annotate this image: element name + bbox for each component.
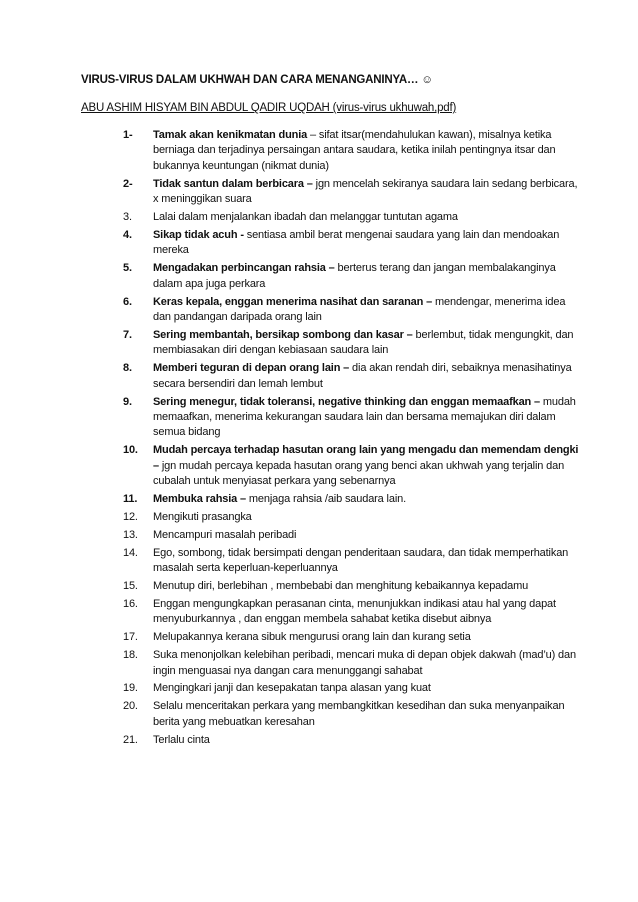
list-item-number: 19. bbox=[123, 682, 138, 695]
list-item-number: 16. bbox=[123, 597, 138, 610]
list-item-number: 8. bbox=[123, 362, 132, 375]
list-item-text bbox=[153, 699, 583, 730]
list-item-lead: Mengadakan perbincangan rahsia – bbox=[153, 262, 335, 275]
list-item-number: 5. bbox=[123, 262, 132, 275]
list-item-text bbox=[153, 630, 583, 645]
list-item-description: jgn mudah percaya kepada hasutan orang yang benci akan ukhwah yang terjalin dan cubalah untuk menyiasat perkara yang sebenarnya bbox=[153, 459, 565, 488]
list-item-text bbox=[153, 328, 583, 359]
document-subtitle: ABU ASHIM HISYAM BIN ABDUL QADIR UQDAH (virus-virus ukhuwah,pdf) bbox=[81, 102, 457, 114]
list-item-text bbox=[153, 648, 583, 679]
list-item-description: Terlalu cinta bbox=[153, 733, 210, 746]
list-item bbox=[123, 228, 583, 259]
list-item-text bbox=[153, 443, 583, 489]
list-item-lead: Tidak santun dalam berbicara – bbox=[153, 177, 313, 190]
list-item-description: Mengikuti prasangka bbox=[153, 510, 252, 523]
list-item-text bbox=[153, 361, 583, 392]
list-item-description: – sifat itsar(mendahulukan kawan), misalnya ketika berniaga dan terjadinya persaingan antara saudara, ketika inilah pentingnya itsar dan bukannya keuntungan (nikmat dunia) bbox=[153, 129, 556, 172]
list-item bbox=[123, 546, 583, 577]
list-item-number: 17. bbox=[123, 631, 138, 644]
list-item bbox=[123, 177, 583, 208]
list-item-number: 20. bbox=[123, 700, 138, 713]
list-item bbox=[123, 261, 583, 292]
list-item-number: 15. bbox=[123, 579, 138, 592]
list-item-text bbox=[153, 177, 583, 208]
list-item bbox=[123, 681, 583, 696]
list-item-description: Suka menonjolkan kelebihan peribadi, mencari muka di depan objek dakwah (mad’u) dan ingin menguasai nya dangan cara menunggangi sahabat bbox=[153, 649, 576, 677]
list-item-number: 10. bbox=[123, 444, 138, 457]
list-item-text bbox=[153, 261, 583, 292]
list-item bbox=[123, 210, 583, 225]
list-item bbox=[123, 699, 583, 730]
list-item bbox=[123, 361, 583, 392]
virus-list bbox=[123, 128, 583, 751]
document-title: VIRUS-VIRUS DALAM UKHWAH DAN CARA MENANGANINYA… ☺ bbox=[81, 74, 433, 86]
list-item-number: 1- bbox=[123, 129, 133, 141]
list-item-number: 13. bbox=[123, 528, 138, 541]
list-item-text bbox=[153, 492, 583, 507]
list-item-text bbox=[153, 228, 583, 259]
list-item-text bbox=[153, 210, 583, 225]
list-item bbox=[123, 128, 583, 174]
list-item-lead: Sering menegur, tidak toleransi, negative thinking dan enggan memaafkan – bbox=[153, 395, 540, 408]
list-item bbox=[123, 733, 583, 748]
list-item-number: 21. bbox=[123, 733, 138, 746]
list-item-description: Mencampuri masalah peribadi bbox=[153, 528, 297, 541]
list-item-lead: Keras kepala, enggan menerima nasihat dan saranan – bbox=[153, 295, 433, 308]
list-item-description: Ego, sombong, tidak bersimpati dengan penderitaan saudara, dan tidak memperhatikan masalah serta keperluan-keperluannya bbox=[153, 546, 569, 575]
list-item-description: sentiasa ambil berat mengenai saudara yang lain dan mendoakan mereka bbox=[153, 228, 560, 257]
list-item-text bbox=[153, 395, 583, 441]
list-item-description: mudah memaafkan, menerima kekurangan saudara lain dan bersama memajukan diri dalam semua bidang bbox=[153, 395, 576, 439]
list-item bbox=[123, 630, 583, 645]
list-item-description: berlembut, tidak mengungkit, dan membiasakan diri dengan kebiasaan saudara lain bbox=[153, 328, 574, 357]
list-item-description: Menutup diri, berlebihan , membebabi dan menghitung kebaikannya kepadamu bbox=[153, 579, 529, 592]
list-item-description: Enggan mengungkapkan perasanan cinta, menunjukkan indikasi atau hal yang dapat menyuburkannya , dan enggan membela sahabat ketika disebut aibnya bbox=[153, 597, 556, 626]
list-item-description: Mengingkari janji dan kesepakatan tanpa alasan yang kuat bbox=[153, 682, 431, 695]
list-item bbox=[123, 579, 583, 594]
list-item bbox=[123, 648, 583, 679]
list-item-description: Melupakannya kerana sibuk mengurusi orang lain dan kurang setia bbox=[153, 631, 471, 644]
list-item-lead: Sering membantah, bersikap sombong dan kasar – bbox=[153, 328, 413, 341]
list-item-description: menjaga rahsia /aib saudara lain. bbox=[245, 492, 406, 505]
list-item-number: 7. bbox=[123, 328, 132, 341]
list-item-number: 9. bbox=[123, 395, 132, 408]
list-item bbox=[123, 328, 583, 359]
list-item-text bbox=[153, 295, 583, 326]
list-item-description: berterus terang dan jangan membalakanginya dalam apa juga perkara bbox=[153, 262, 556, 290]
list-item-number: 11. bbox=[123, 492, 138, 505]
list-item-description: mendengar, menerima idea dan pandangan daripada orang lain bbox=[153, 295, 566, 323]
list-item-lead: Tamak akan kenikmatan dunia bbox=[153, 129, 308, 141]
list-item-text bbox=[153, 546, 583, 577]
list-item-lead: Memberi teguran di depan orang lain – bbox=[153, 362, 350, 375]
list-item-lead: Membuka rahsia – bbox=[153, 492, 246, 505]
list-item-text bbox=[153, 128, 583, 174]
list-item bbox=[123, 528, 583, 543]
list-item-text bbox=[153, 597, 583, 628]
list-item-number: 6. bbox=[123, 295, 132, 308]
list-item-text bbox=[153, 579, 583, 594]
list-item bbox=[123, 597, 583, 628]
list-item-number: 12. bbox=[123, 510, 138, 523]
list-item-number: 18. bbox=[123, 649, 138, 662]
list-item bbox=[123, 295, 583, 326]
list-item-description: Selalu menceritakan perkara yang membangkitkan kesedihan dan suka menyanpaikan berita yang mebuatkan keresahan bbox=[153, 700, 565, 728]
list-item bbox=[123, 443, 583, 489]
list-item-text bbox=[153, 528, 583, 543]
list-item-number: 4. bbox=[123, 228, 132, 241]
list-item-description: Lalai dalam menjalankan ibadah dan melanggar tuntutan agama bbox=[153, 211, 458, 224]
list-item-text bbox=[153, 681, 583, 696]
list-item-number: 3. bbox=[123, 211, 132, 224]
list-item-lead: Sikap tidak acuh - bbox=[153, 228, 244, 241]
list-item-text bbox=[153, 510, 583, 525]
list-item-text bbox=[153, 733, 583, 748]
list-item bbox=[123, 510, 583, 525]
list-item-description: dia akan rendah diri, sebaiknya menasihatinya secara bersendiri dan lemah lembut bbox=[153, 362, 572, 390]
list-item-number: 2- bbox=[123, 177, 133, 190]
list-item-number: 14. bbox=[123, 546, 138, 559]
list-item-lead: Mudah percaya terhadap hasutan orang lain yang mengadu dan memendam dengki – bbox=[153, 444, 579, 472]
list-item bbox=[123, 395, 583, 441]
list-item bbox=[123, 492, 583, 507]
list-item-description: jgn mencelah sekiranya saudara lain sedang berbicara, x meninggikan suara bbox=[153, 177, 578, 206]
